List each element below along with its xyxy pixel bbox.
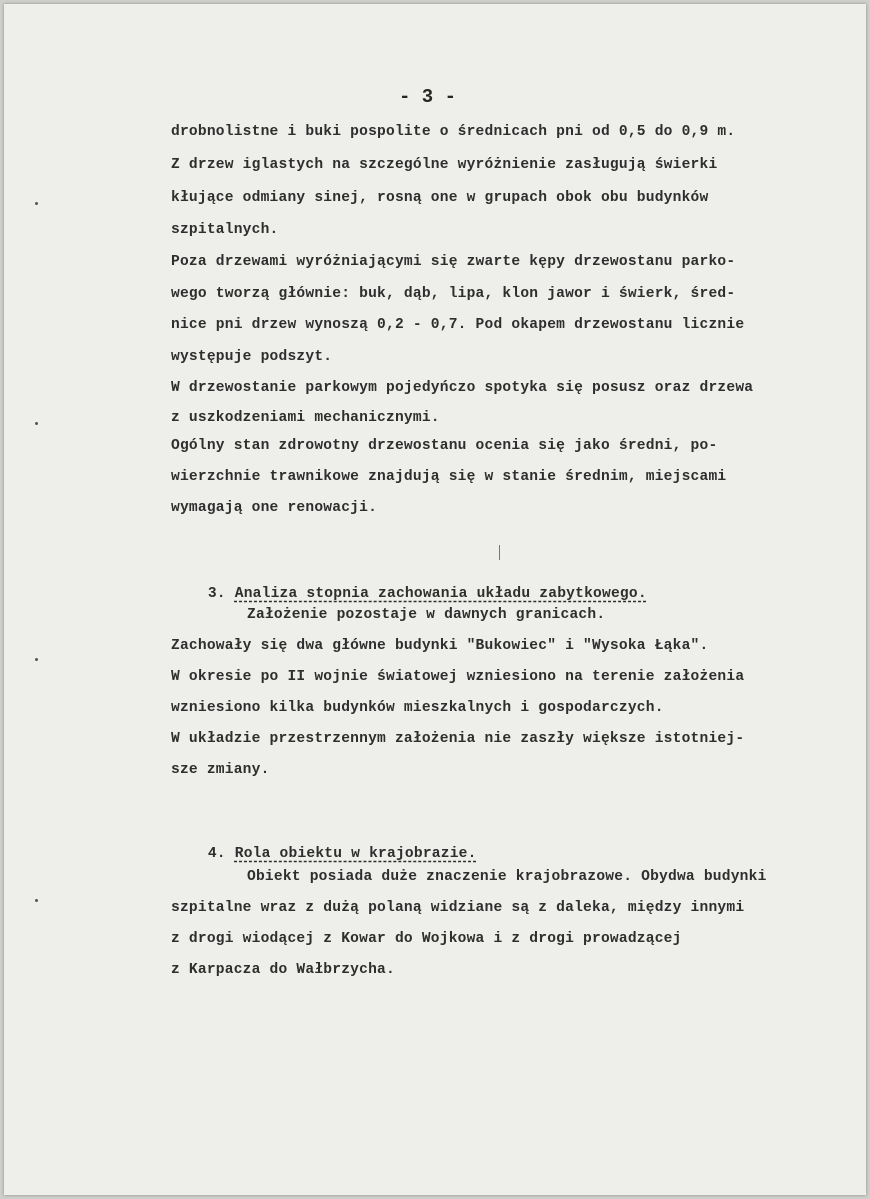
text-line: nice pni drzew wynoszą 0,2 - 0,7. Pod okapem drzewostanu licznie (171, 317, 745, 333)
text-line: Ogólny stan zdrowotny drzewostanu ocenia się jako średni, po- (171, 438, 718, 454)
section-title: Analiza stopnia zachowania układu zabytkowego. (234, 586, 647, 602)
text-line: Obiekt posiada duże znaczenie krajobrazowe. Obydwa budynki (247, 869, 767, 885)
text-line: z uszkodzeniami mechanicznymi. (171, 410, 440, 426)
section-number: 4. (207, 846, 226, 862)
text-line: występuje podszyt. (171, 349, 333, 365)
text-line: Poza drzewami wyróżniającymi się zwarte kępy drzewostanu parko- (171, 254, 736, 270)
text-line: szpitalnych. (171, 222, 279, 238)
margin-dot (35, 899, 38, 902)
text-line: wzniesiono kilka budynków mieszkalnych i gospodarczych. (171, 700, 664, 716)
pencil-mark (499, 545, 500, 560)
page-number: - 3 - (399, 86, 457, 108)
text-line: kłujące odmiany sinej, rosną one w grupach obok obu budynków (171, 190, 709, 206)
text-line: wymagają one renowacji. (171, 500, 378, 516)
text-line: Z drzew iglastych na szczególne wyróżnienie zasługują świerki (171, 157, 718, 173)
text-line: z drogi wiodącej z Kowar do Wojkowa i z drogi prowadzącej (171, 931, 682, 947)
text-line: W drzewostanie parkowym pojedyńczo spotyka się posusz oraz drzewa (171, 380, 754, 396)
text-line: W okresie po II wojnie światowej wzniesiono na terenie założenia (171, 669, 745, 685)
document-page (4, 4, 866, 1195)
text-line: wego tworzą głównie: buk, dąb, lipa, klon jawor i świerk, śred- (171, 286, 736, 302)
text-line: wierzchnie trawnikowe znajdują się w stanie średnim, miejscami (171, 469, 727, 485)
margin-dot (35, 658, 38, 661)
section-title: Rola obiektu w krajobrazie. (234, 846, 477, 862)
text-line: W układzie przestrzennym założenia nie zaszły większe istotniej- (171, 731, 745, 747)
text-line: Zachowały się dwa główne budynki "Bukowiec" i "Wysoka Łąka". (171, 638, 709, 654)
margin-dot (35, 202, 38, 205)
text-line: z Karpacza do Wałbrzycha. (171, 962, 395, 978)
text-line: Założenie pozostaje w dawnych granicach. (247, 607, 606, 623)
margin-dot (35, 422, 38, 425)
section-number: 3. (207, 586, 226, 602)
text-line: drobnolistne i buki pospolite o średnicach pni od 0,5 do 0,9 m. (171, 124, 736, 140)
text-line: szpitalne wraz z dużą polaną widziane są z daleka, między innymi (171, 900, 745, 916)
text-line: sze zmiany. (171, 762, 270, 778)
